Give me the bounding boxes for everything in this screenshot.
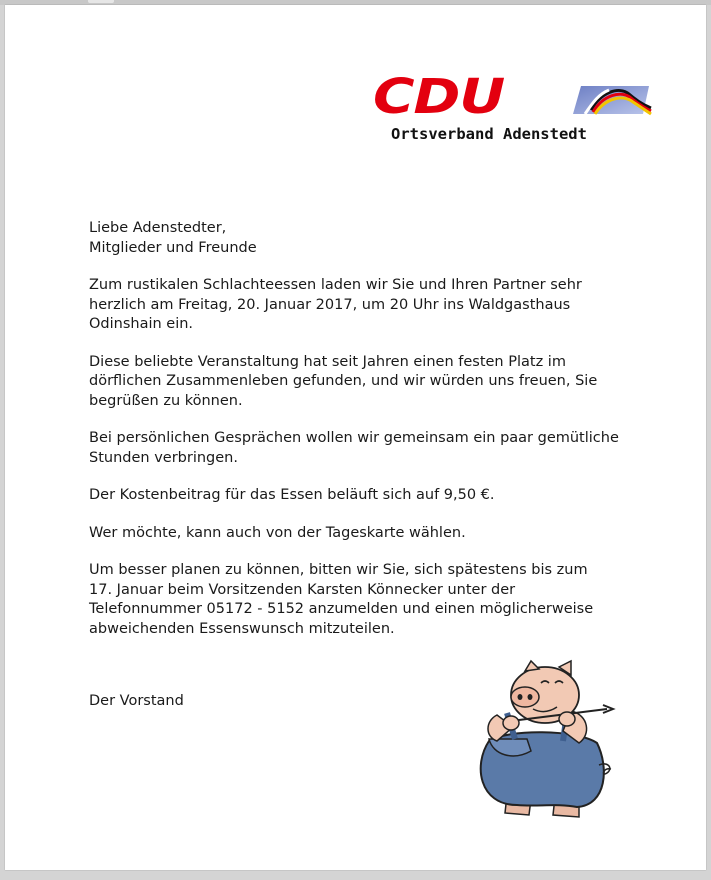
- paragraph-cost: Der Kostenbeitrag für das Essen beläuft sich auf 9,50 €.: [89, 487, 495, 503]
- paragraph-tradition: Diese beliebte Veranstaltung hat seit Jahren einen festen Platz im dörflichen Zusammenleben gefunden, und wir würden uns freuen, Sie begrüßen zu können.: [89, 353, 598, 409]
- paragraph-invitation: Zum rustikalen Schlachteessen laden wir Sie und Ihren Partner sehr herzlich am Freitag, 20. Januar 2017, um 20 Uhr ins Waldgasthaus Odinshain ein.: [89, 277, 582, 332]
- letter-body: [89, 219, 649, 657]
- paragraph-menu: Wer möchte, kann auch von der Tageskarte wählen.: [89, 524, 466, 541]
- paragraph-conversation: Bei persönlichen Gesprächen wollen wir gemeinsam ein paar gemütliche Stunden verbringen.: [89, 430, 619, 466]
- cdu-logo: [369, 69, 654, 147]
- flag-icon: [571, 80, 653, 118]
- pig-illustration: [467, 655, 617, 827]
- salutation: Liebe Adenstedter, Mitglieder und Freunde: [89, 220, 257, 256]
- cdu-wordmark: CDU: [373, 69, 505, 125]
- signature: Der Vorstand: [89, 693, 184, 709]
- paragraph-registration: Um besser planen zu können, bitten wir Sie, sich spätestens bis zum 17. Januar beim Vorsitzenden Karsten Könnecker unter der Telefonnummer 05172 - 5152 anzumelden und einen möglicherweise abweichenden Essenswunsch mitzuteilen.: [89, 562, 594, 637]
- document-page: [5, 5, 706, 870]
- logo-subtitle: Ortsverband Adenstedt: [391, 125, 587, 143]
- viewer-tab[interactable]: [88, 0, 114, 3]
